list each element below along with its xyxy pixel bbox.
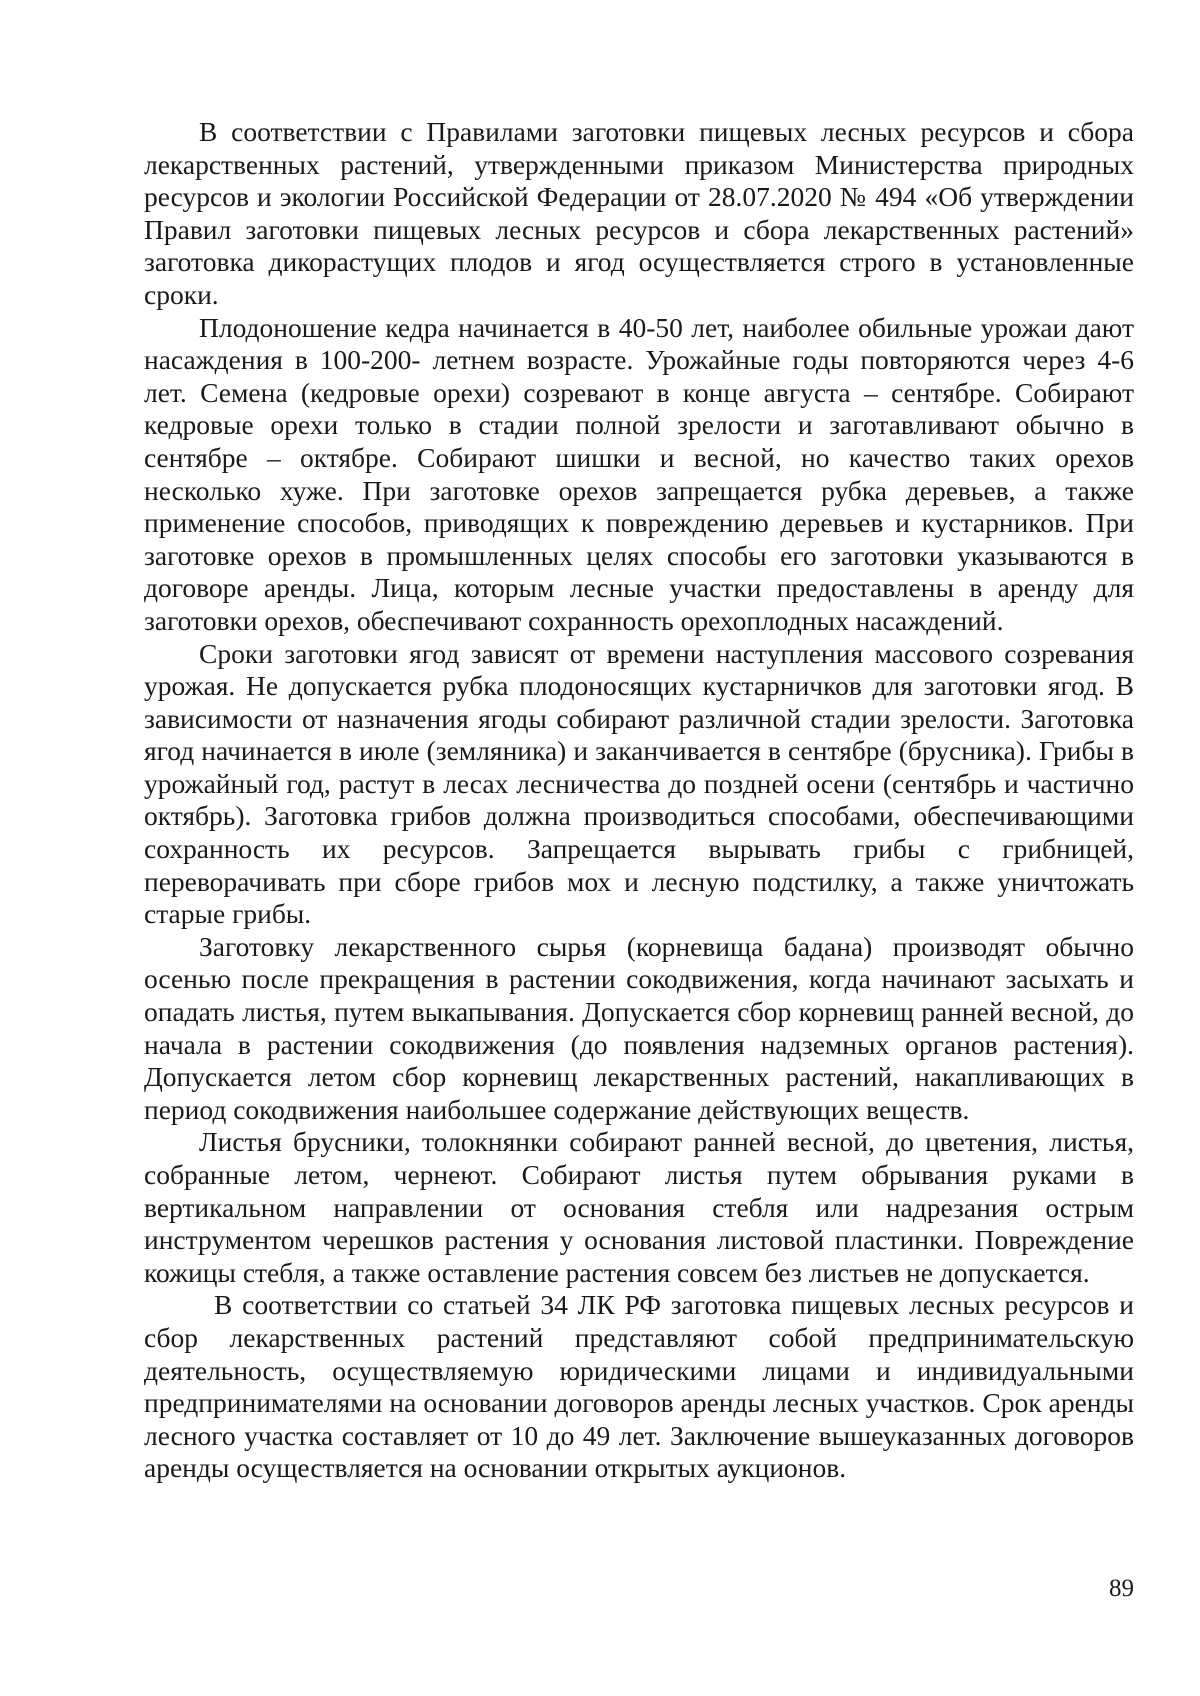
page-number: 89 — [1109, 1575, 1134, 1602]
body-text — [144, 116, 1134, 1485]
paragraph-cedar-nuts: Плодоношение кедра начинается в 40-50 лет, наиболее обильные урожаи дают насаждения в 100-200- летнем возрасте. Урожайные годы повторяются через 4-6 лет. Семена (кедровые орехи) созревают в конце августа – сентябре. Собирают кедровые орехи только в стадии полной зрелости и заготавливают обычно в сентябре – октябре. Собирают шишки и весной, но качество таких орехов несколько хуже. При заготовке орехов запрещается рубка деревьев, а также применение способов, приводящих к повреждению деревьев и кустарников. При заготовке орехов в промышленных целях способы его заготовки указываются в договоре аренды. Лица, которым лесные участки предоставлены в аренду для заготовки орехов, обеспечивают сохранность орехоплодных насаждений. — [144, 311, 1134, 636]
paragraph-medicinal-rhizomes: Заготовку лекарственного сырья (корневища бадана) производят обычно осенью после прекращения в растении сокодвижения, когда начинают засыхать и опадать листья, путем выкапывания. Допускается сбор корневищ ранней весной, до начала в растении сокодвижения (до появления надземных органов растения). Допускается летом сбор корневищ лекарственных растений, накапливающих в период сокодвижения наибольшее содержание действующих веществ. — [144, 930, 1134, 1125]
paragraph-harvest-rules: В соответствии с Правилами заготовки пищевых лесных ресурсов и сбора лекарственных растений, утвержденными приказом Министерства природных ресурсов и экологии Российской Федерации от 28.07.2020 № 494 «Об утверждении Правил заготовки пищевых лесных ресурсов и сбора лекарственных растений» заготовка дикорастущих плодов и ягод осуществляется строго в установленные сроки. — [144, 116, 1134, 310]
paragraph-berries-mushrooms: Сроки заготовки ягод зависят от времени наступления массового созревания урожая. Не допускается рубка плодоносящих кустарничков для заготовки ягод. В зависимости от назначения ягоды собирают различной стадии зрелости. Заготовка ягод начинается в июле (земляника) и заканчивается в сентябре (брусника). Грибы в урожайный год, растут в лесах лесничества до поздней осени (сентябрь и частично октябрь). Заготовка грибов должна производиться способами, обеспечивающими сохранность их ресурсов. Запрещается вырывать грибы с грибницей, переворачивать при сборе грибов мох и лесную подстилку, а также уничтожать старые грибы. — [144, 637, 1134, 930]
paragraph-forest-code-article: В соответствии со статьей 34 ЛК РФ заготовка пищевых лесных ресурсов и сбор лекарственных растений представляют собой предпринимательскую деятельность, осуществляемую юридическими лицами и индивидуальными предпринимателями на основании договоров аренды лесных участков. Срок аренды лесного участка составляет от 10 до 49 лет. Заключение вышеуказанных договоров аренды осуществляется на основании открытых аукционов. — [144, 1289, 1134, 1484]
paragraph-leaves-harvest: Листья брусники, толокнянки собирают ранней весной, до цветения, листья, собранные летом, чернеют. Собирают листья путем обрывания руками в вертикальном направлении от основания стебля или надрезания острым инструментом черешков растения у основания листовой пластинки. Повреждение кожицы стебля, а также оставление растения совсем без листьев не допускается. — [144, 1126, 1134, 1288]
